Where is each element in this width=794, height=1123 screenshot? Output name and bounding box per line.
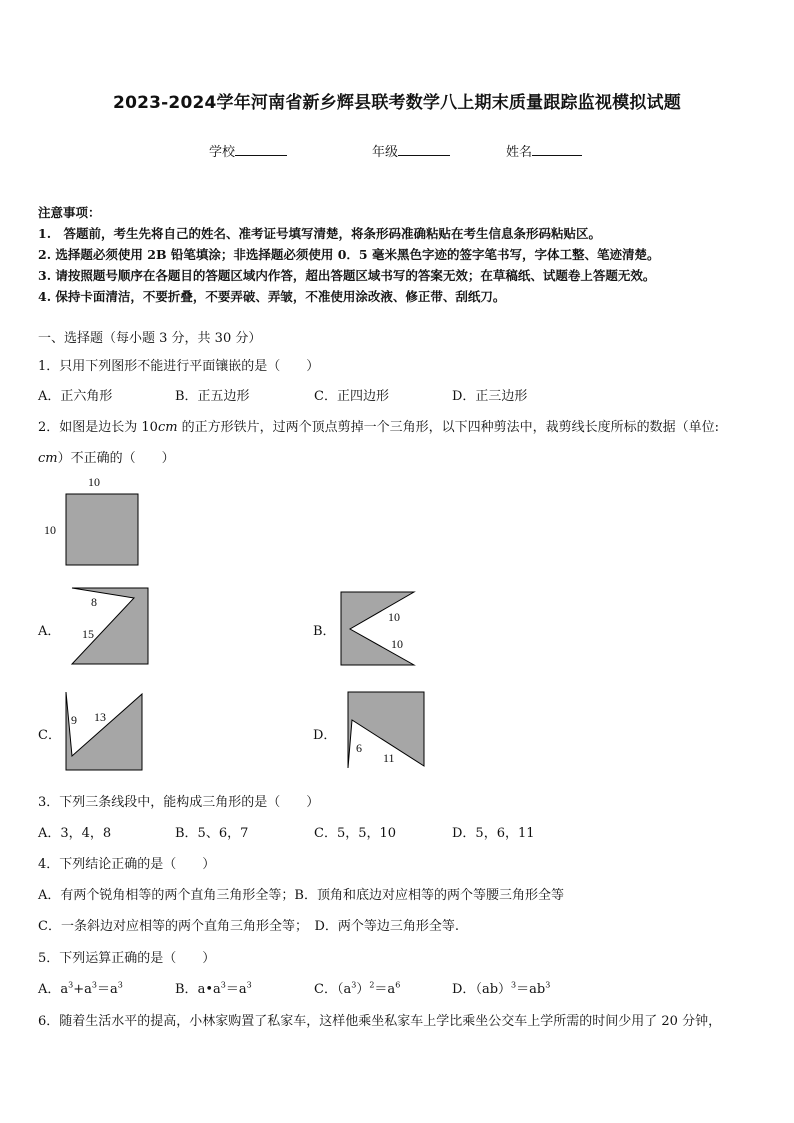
question-2-stem-cont: 𝑐𝑚）不正确的（ ）: [38, 451, 175, 466]
square-figure: [30, 470, 150, 570]
q5c-letter: C．: [314, 982, 337, 997]
q4-options-ab[interactable]: A．有两个锐角相等的两个直角三角形全等；B．顶角和底边对应相等的两个等腰三角形全等: [38, 888, 564, 903]
q5c-exp: 3: [351, 980, 357, 990]
figure-c-shape: [66, 692, 142, 770]
q5b-exp: 3: [220, 980, 226, 990]
figure-b-label-1: 10: [388, 610, 400, 624]
page-title: 2023-2024学年河南省新乡辉县联考数学八上期末质量跟踪监视模拟试题: [113, 93, 681, 113]
q5d-base: （ab）: [475, 982, 512, 997]
q3-option-a[interactable]: A．3，4，8: [38, 826, 112, 841]
q5d-eq: ＝ab: [516, 982, 546, 997]
q5-option-a[interactable]: [38, 978, 123, 997]
q5-option-c[interactable]: [314, 978, 400, 997]
square-shape: [66, 494, 138, 565]
figure-b-shape: [341, 592, 414, 665]
figure-a-label-2: 15: [82, 627, 94, 641]
section-heading: 一、选择题（每小题 3 分，共 30 分）: [38, 331, 262, 346]
grade-field: [372, 141, 450, 160]
name-label: 姓名: [506, 145, 533, 160]
q5a-base: a: [60, 982, 69, 997]
q5d-exp: 3: [511, 980, 517, 990]
note-item: 2. 选择题必须使用 2B 铅笔填涂；非选择题必须使用 0．5 毫米黑色字迹的签字笔书写，字体工整、笔迹清楚。: [38, 247, 660, 262]
q5a-letter: A．: [38, 982, 61, 997]
grade-label: 年级: [372, 145, 399, 160]
q1-option-d[interactable]: D．正三边形: [452, 389, 528, 404]
square-top-label: 10: [88, 475, 100, 489]
figure-d-label-1: 6: [356, 741, 362, 755]
figure-c: [60, 686, 160, 776]
q5a-exp: 3: [68, 980, 74, 990]
square-left-label: 10: [44, 523, 56, 537]
q5b-eq: ＝a: [225, 982, 247, 997]
q5d-exp: 3: [545, 980, 551, 990]
q5a-exp: 3: [117, 980, 123, 990]
q5b-letter: B．: [175, 982, 198, 997]
q5d-letter: D．: [452, 982, 476, 997]
name-blank[interactable]: [532, 143, 582, 156]
figure-d: [340, 686, 440, 776]
figure-b-label-2: 10: [391, 637, 403, 651]
q1-option-a[interactable]: A．正六角形: [38, 389, 113, 404]
q5c-close: ）: [356, 982, 370, 997]
q5-option-d[interactable]: [452, 978, 550, 997]
figure-a-shape: [72, 588, 148, 664]
q5c-eq: ＝a: [374, 982, 396, 997]
q5c-exp: 6: [395, 980, 401, 990]
q5a-exp: 3: [91, 980, 97, 990]
q5c-base: （a: [336, 982, 352, 997]
question-4-stem: 4．下列结论正确的是（ ）: [38, 857, 216, 872]
school-blank[interactable]: [235, 143, 287, 156]
figure-c-label-2: 13: [94, 710, 106, 724]
question-2-stem: 2．如图是边长为 10𝑐𝑚 的正方形铁片，过两个顶点剪掉一个三角形，以下四种剪法中，裁剪线长度所标的数据（单位:: [38, 420, 720, 435]
q3-option-b[interactable]: B．5、6，7: [175, 826, 249, 841]
q5a-eq: ＝a: [97, 982, 118, 997]
note-item: 3. 请按照题号顺序在各题目的答题区域内作答，超出答题区域书写的答案无效；在草稿纸、试题卷上答题无效。: [38, 268, 656, 283]
q1-option-b[interactable]: B．正五边形: [175, 389, 250, 404]
q2-option-b[interactable]: B．: [313, 624, 336, 639]
figure-c-label-1: 9: [71, 713, 77, 727]
q3-option-d[interactable]: D．5，6，11: [452, 826, 535, 841]
figure-b: [334, 585, 434, 675]
q5c-exp: 2: [369, 980, 375, 990]
grade-blank[interactable]: [398, 143, 450, 156]
q5a-op: +a: [73, 982, 92, 997]
school-field: [209, 141, 287, 160]
question-1-stem: 1．只用下列图形不能进行平面镶嵌的是（ ）: [38, 359, 320, 374]
note-item: 1. 答题前，考生先将自己的姓名、准考证号填写清楚，将条形码准确粘贴在考生信息条形码粘贴区。: [38, 226, 602, 241]
question-3-stem: 3．下列三条线段中，能构成三角形的是（ ）: [38, 795, 320, 810]
school-label: 学校: [209, 145, 236, 160]
figure-d-label-2: 11: [383, 751, 395, 765]
q1-option-c[interactable]: C．正四边形: [314, 389, 389, 404]
question-6-stem: 6．随着生活水平的提高，小林家购置了私家车，这样他乘坐私家车上学比乘坐公交车上学所需的时间少用了 20 分钟，: [38, 1014, 722, 1029]
q2-option-a[interactable]: A．: [38, 624, 61, 639]
q5b-exp: 3: [246, 980, 252, 990]
q2-option-c[interactable]: C．: [38, 728, 61, 743]
question-5-stem: 5．下列运算正确的是（ ）: [38, 951, 216, 966]
figure-a-label-1: 8: [91, 595, 97, 609]
q5-option-b[interactable]: [175, 978, 252, 997]
notes-heading: 注意事项：: [38, 205, 101, 220]
name-field: [506, 141, 582, 160]
figure-a: [60, 582, 160, 672]
note-item: 4. 保持卡面清洁，不要折叠，不要弄破、弄皱，不准使用涂改液、修正带、刮纸刀。: [38, 289, 506, 304]
q5b-base: a•a: [197, 982, 221, 997]
q4-options-cd[interactable]: C．一条斜边对应相等的两个直角三角形全等； D．两个等边三角形全等.: [38, 919, 460, 934]
q3-option-c[interactable]: C．5，5，10: [314, 826, 397, 841]
q2-option-d[interactable]: D．: [313, 728, 337, 743]
